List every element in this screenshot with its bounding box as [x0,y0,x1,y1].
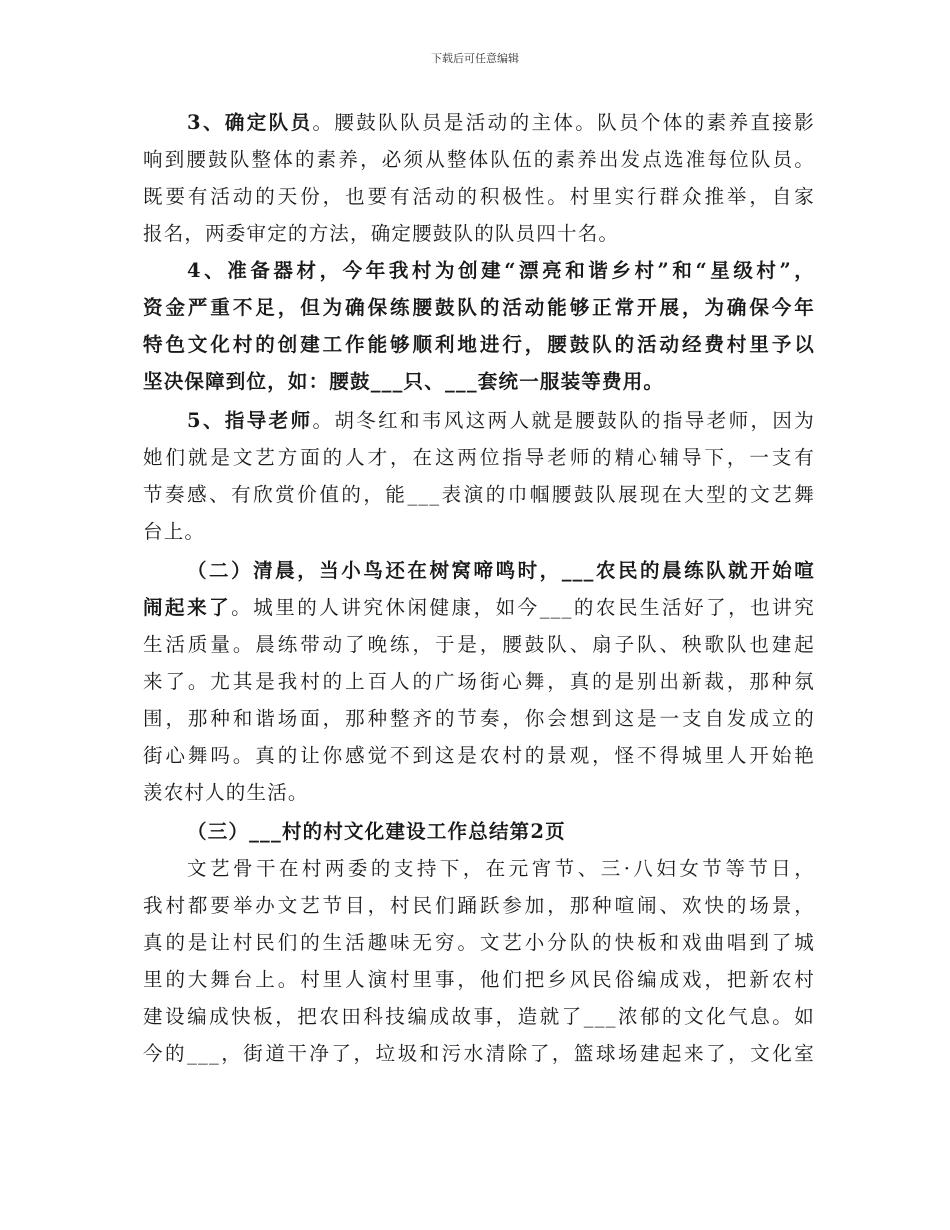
text-run: 围，那种和谐场面，那种整齐的节奏，你会想到这是一支自发成立的 [143,707,815,730]
text-run: 今的___，街道干净了，垃圾和污水清除了，篮球场建起来了，文化室 [143,1042,815,1065]
bold-run: （三）___村的村文化建设工作总结第2页 [187,820,566,843]
text-run: 响到腰鼓队整体的素养，必须从整体队伍的素养出发点选准每位队员。 [143,148,815,171]
text-run: 生活质量。晨练带动了晚练，于是，腰鼓队、扇子队、秧歌队也建起 [143,633,815,656]
text-run: 里的大舞台上。村里人演村里事，他们把乡风民俗编成戏，把新农村 [143,968,815,991]
text-line [143,439,815,476]
text-run: 既要有活动的天份，也要有活动的积极性。村里实行群众推举，自家 [143,185,815,208]
bold-run: 特色文化村的创建工作能够顺利地进行，腰鼓队的活动经费村里予以 [143,333,815,356]
page-header: 下载后可任意编辑 [431,52,519,65]
text-run: 文艺骨干在村两委的支持下，在元宵节、三·八妇女节等节日， [187,857,815,880]
text-run: 。腰鼓队队员是活动的主体。队员个体的素养直接影 [312,111,815,134]
text-line [143,363,815,400]
text-line [143,700,815,737]
text-line [143,326,815,363]
text-line [143,813,815,850]
text-line [143,589,815,626]
text-line [143,887,815,924]
text-run: 。胡冬红和韦风这两人就是腰鼓队的指导老师，因为 [312,409,815,432]
bold-run: 闹起来了 [143,596,232,619]
text-line [143,104,815,141]
text-line [143,513,815,550]
bold-run: 4、准备器材，今年我村为创建“漂亮和谐乡村”和“星级村”， [187,259,815,282]
text-run: 节奏感、有欣赏价值的，能___表演的巾帼腰鼓队展现在大型的文艺舞 [143,483,815,506]
bold-run: 资金严重不足，但为确保练腰鼓队的活动能够正常开展，为确保今年 [143,296,815,319]
text-line [143,476,815,513]
text-run: 来了。尤其是我村的上百人的广场街心舞，真的是别出新裁，那种氛 [143,670,815,693]
bold-run: （二）清晨，当小鸟还在树窝啼鸣时，___农民的晨练队就开始喧 [187,559,815,582]
text-line [143,552,815,589]
text-line [143,141,815,178]
text-line [143,626,815,663]
bold-run: 5、指导老师 [187,409,313,432]
text-line [143,737,815,774]
text-line [143,289,815,326]
text-run: 街心舞吗。真的让你感觉不到这是农村的景观，怪不得城里人开始艳 [143,744,815,767]
text-line [143,215,815,252]
text-line [143,252,815,289]
bold-run: 坚决保障到位，如：腰鼓___只、___套统一服装等费用。 [143,370,665,393]
bold-run: 3、确定队员 [187,111,313,134]
text-line [143,402,815,439]
text-line [143,924,815,961]
text-line [143,998,815,1035]
text-run: 。城里的人讲究休闲健康，如今___的农民生活好了，也讲究 [231,596,815,619]
text-line [143,850,815,887]
text-run: 她们就是文艺方面的人才，在这两位指导老师的精心辅导下，一支有 [143,446,815,469]
text-run: 真的是让村民们的生活趣味无穷。文艺小分队的快板和戏曲唱到了城 [143,931,815,954]
text-run: 报名，两委审定的方法，确定腰鼓队的队员四十名。 [143,222,620,245]
text-line [143,1035,815,1072]
text-line [143,663,815,700]
text-run: 建设编成快板，把农田科技编成故事，造就了___浓郁的文化气息。如 [143,1005,815,1028]
text-line [143,774,815,811]
text-run: 羡农村人的生活。 [143,781,309,804]
text-line [143,961,815,998]
text-run: 台上。 [143,520,206,543]
text-line [143,178,815,215]
text-run: 我村都要举办文艺节目，村民们踊跃参加，那种喧闹、欢快的场景， [143,894,815,917]
